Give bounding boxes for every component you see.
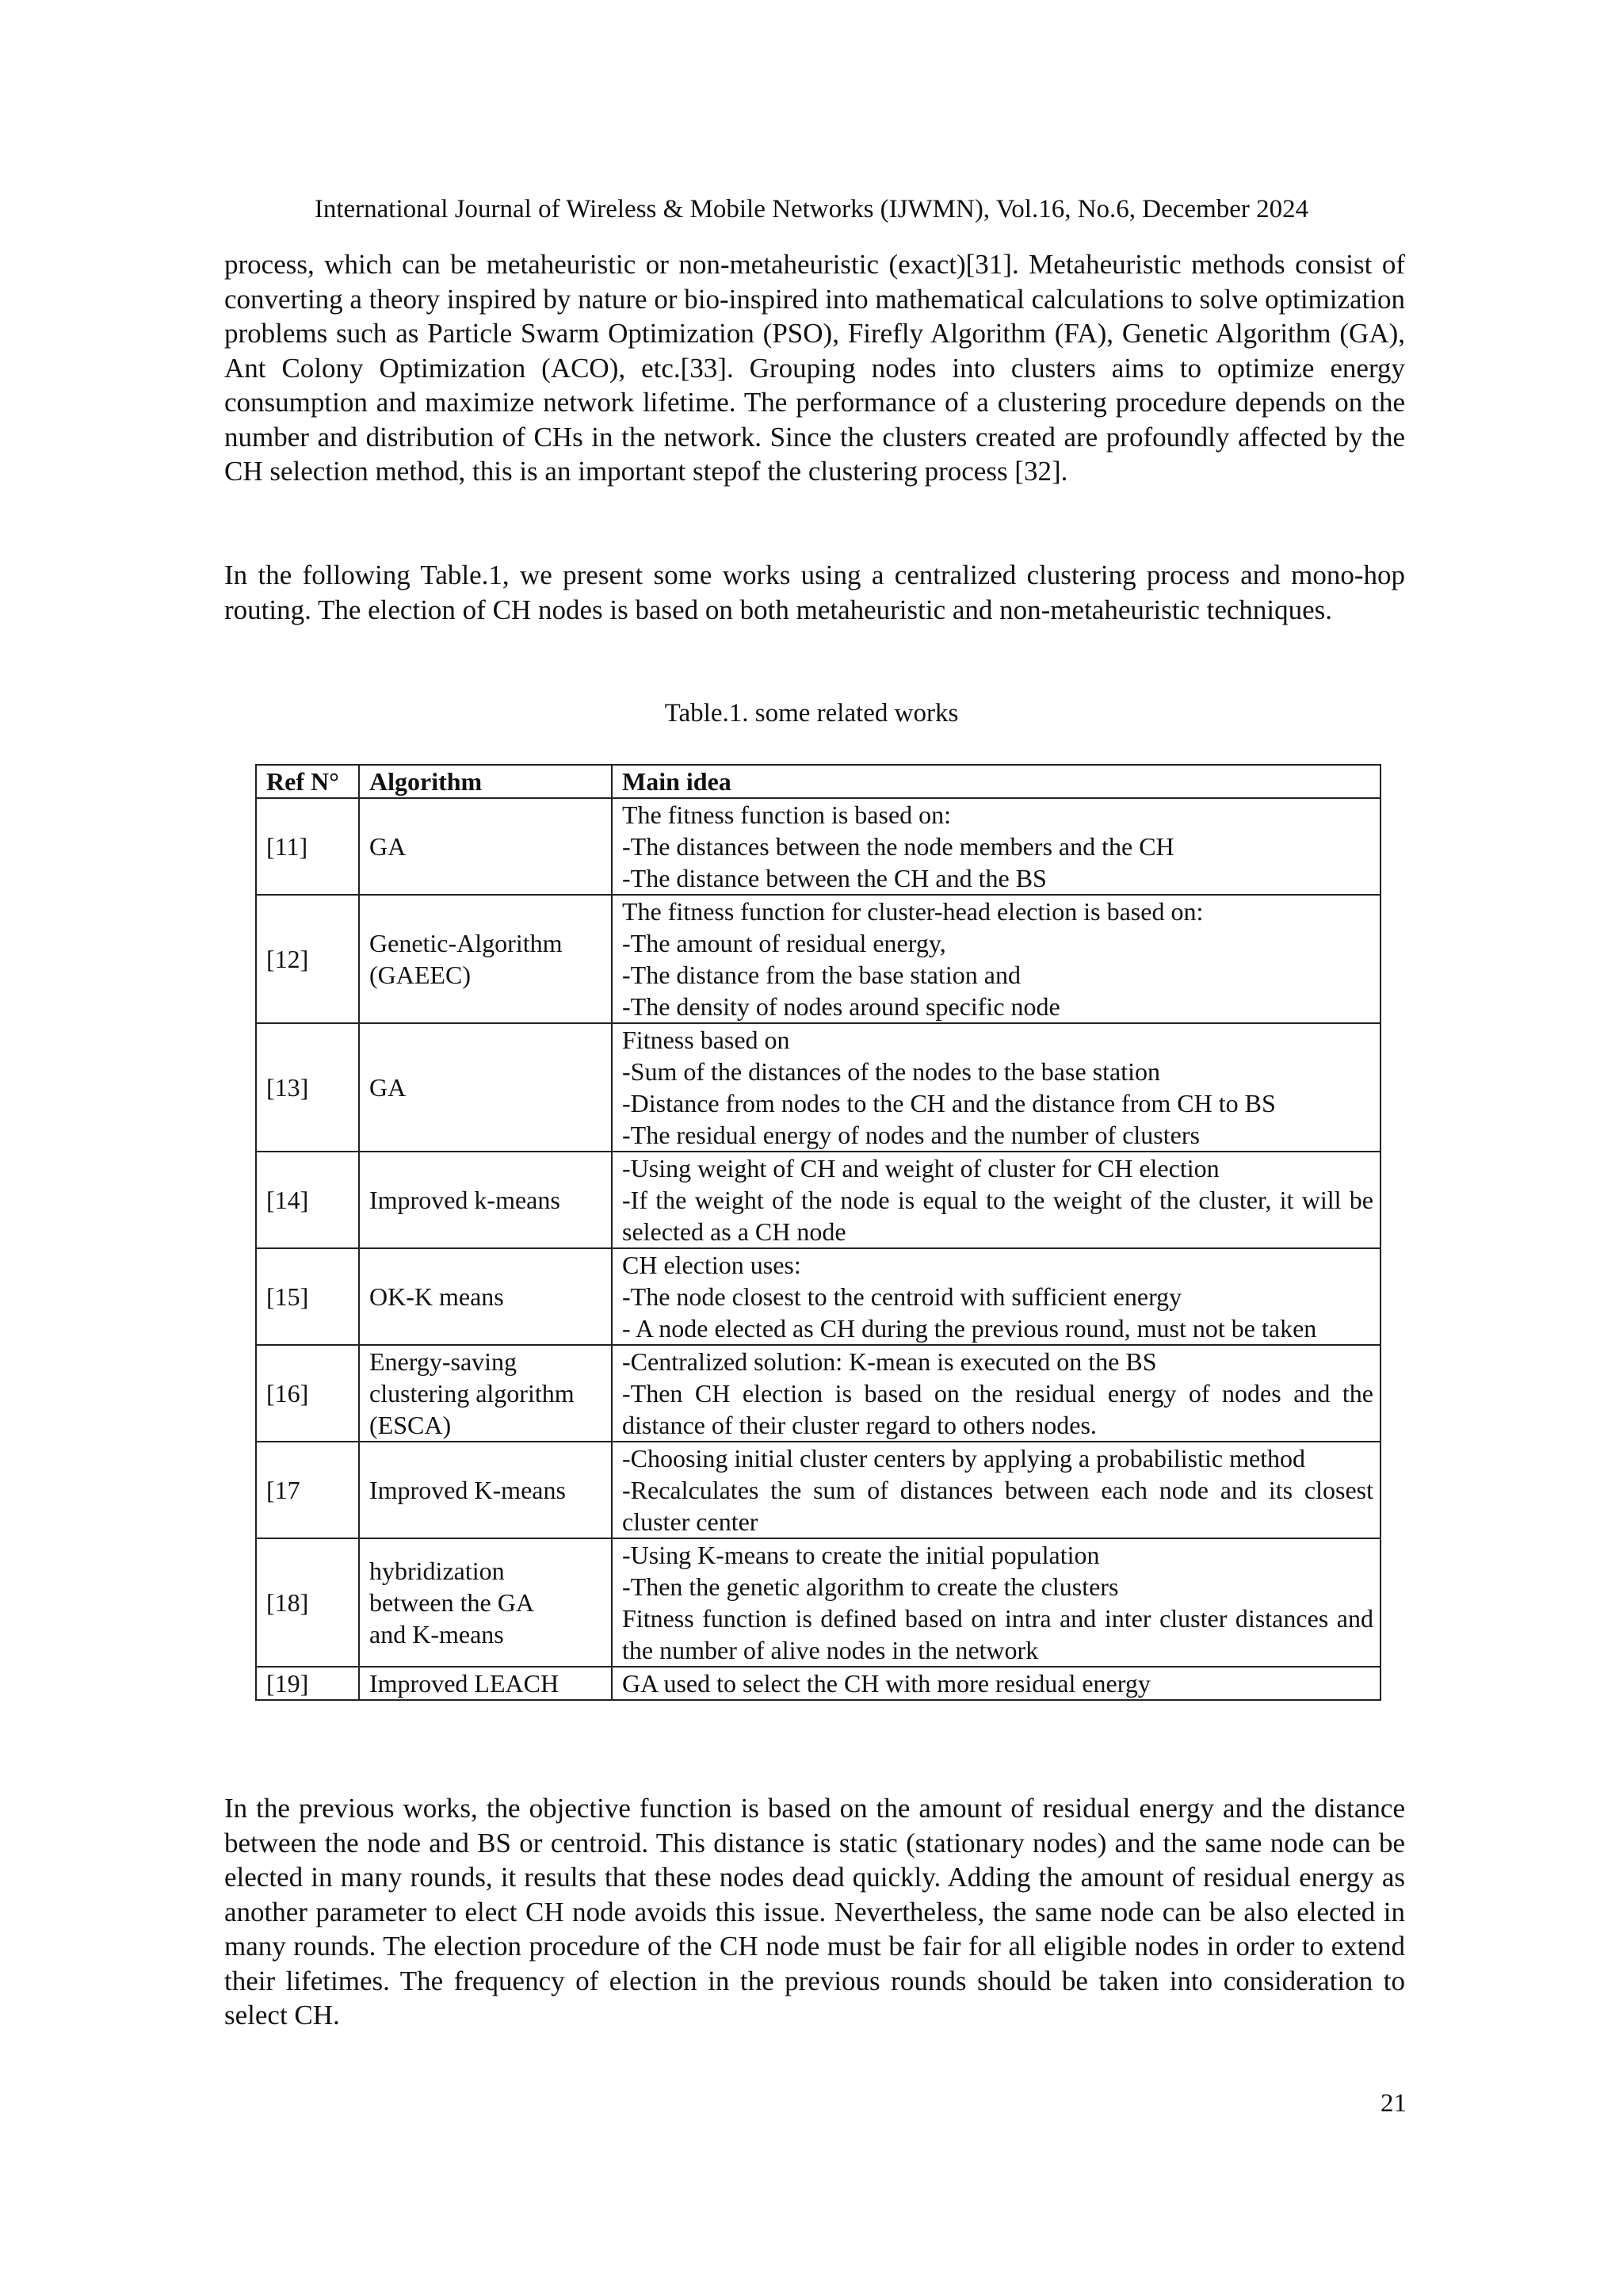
cell-ref: [17 — [256, 1442, 359, 1538]
table-body — [256, 798, 1381, 1700]
idea-line: -The distance between the CH and the BS — [622, 864, 1047, 892]
cell-ref: [14] — [256, 1152, 359, 1248]
idea-line: -If the weight of the node is equal to the weight of the cluster, it will be selected as a CH node — [622, 1186, 1373, 1246]
table-row — [256, 895, 1381, 1023]
table-header-row — [256, 765, 1381, 798]
cell-algorithm — [359, 1152, 612, 1248]
cell-algorithm — [359, 798, 612, 895]
related-works-table — [255, 764, 1381, 1701]
algorithm-line: (ESCA) — [369, 1411, 452, 1439]
cell-main-idea — [612, 1667, 1381, 1700]
idea-line: -Centralized solution: K-mean is executed on the BS — [622, 1347, 1157, 1376]
algorithm-line: GA — [369, 1073, 407, 1102]
idea-line: The fitness function is based on: — [622, 800, 952, 829]
idea-line: -The density of nodes around specific node — [622, 992, 1060, 1021]
idea-line: CH election uses: — [622, 1251, 801, 1279]
idea-line: -The amount of residual energy, — [622, 929, 946, 957]
cell-algorithm — [359, 1248, 612, 1345]
cell-ref: [19] — [256, 1667, 359, 1700]
paragraph-discussion: In the previous works, the objective function is based on the amount of residual energy and the distance between the node and BS or centroid. This distance is static (stationary nodes) and the same node can be elected in many rounds, it results that these nodes dead quickly. Adding the amount of residual energy as another parameter to elect CH node avoids this issue. Nevertheless, the same node can be also elected in many rounds. The election procedure of the CH node must be fair for all eligible nodes in order to extend their lifetimes. The frequency of election in the previous rounds should be taken into consideration to select CH. — [224, 1793, 1405, 2030]
algorithm-line: Improved LEACH — [369, 1669, 559, 1698]
idea-line: Fitness function is defined based on intra and inter cluster distances and the number of alive nodes in the network — [622, 1604, 1373, 1664]
idea-line: -The residual energy of nodes and the number of clusters — [622, 1121, 1200, 1149]
cell-main-idea — [612, 895, 1381, 1023]
cell-main-idea — [612, 798, 1381, 895]
idea-line: -Using K-means to create the initial population — [622, 1541, 1100, 1569]
algorithm-line: hybridization — [369, 1557, 505, 1585]
cell-main-idea — [612, 1442, 1381, 1538]
idea-line: -Choosing initial cluster centers by applying a probabilistic method — [622, 1444, 1306, 1473]
journal-header: International Journal of Wireless & Mobile Networks (IJWMN), Vol.16, No.6, December 2024 — [314, 195, 1309, 223]
cell-algorithm — [359, 1538, 612, 1667]
idea-line: -The distance from the base station and — [622, 961, 1021, 989]
algorithm-line: Improved K-means — [369, 1476, 566, 1504]
table-row — [256, 798, 1381, 895]
table-row — [256, 1538, 1381, 1667]
paragraph-intro: process, which can be metaheuristic or non-metaheuristic (exact)[31]. Metaheuristic methods consist of converting a theory inspired by nature or bio-inspired into mathematical calculations to solve optimization problems such as Particle Swarm Optimization (PSO), Firefly Algorithm (FA), Genetic Algorithm (GA), Ant Colony Optimization (ACO), etc.[33]. Grouping nodes into clusters aims to optimize energy consumption and maximize network lifetime. The performance of a clustering procedure depends on the number and distribution of CHs in the network. Since the clusters created are profoundly affected by the CH selection method, this is an important stepof the clustering process [32]. — [224, 249, 1406, 487]
idea-line: -The node closest to the centroid with sufficient energy — [622, 1282, 1182, 1311]
table-row — [256, 1345, 1381, 1442]
paragraph-table-intro: In the following Table.1, we present some works using a centralized clustering process and mono-hop routing. The election of CH nodes is based on both metaheuristic and non-metaheuristic techniques. — [224, 560, 1405, 625]
idea-line: -Recalculates the sum of distances between each node and its closest cluster center — [622, 1476, 1373, 1536]
cell-main-idea — [612, 1248, 1381, 1345]
table-row — [256, 1152, 1381, 1248]
cell-ref: [12] — [256, 895, 359, 1023]
table-row — [256, 1442, 1381, 1538]
cell-algorithm — [359, 895, 612, 1023]
cell-main-idea — [612, 1023, 1381, 1152]
cell-ref: [13] — [256, 1023, 359, 1152]
cell-main-idea — [612, 1152, 1381, 1248]
algorithm-line: Genetic-Algorithm — [369, 929, 563, 957]
algorithm-line: and K-means — [369, 1620, 504, 1648]
cell-ref: [16] — [256, 1345, 359, 1442]
idea-line: Fitness based on — [622, 1026, 790, 1054]
algorithm-line: Energy-saving — [369, 1347, 517, 1376]
idea-line: -Distance from nodes to the CH and the distance from CH to BS — [622, 1089, 1276, 1117]
cell-ref: [11] — [256, 798, 359, 895]
algorithm-line: Improved k-means — [369, 1186, 560, 1214]
cell-algorithm — [359, 1345, 612, 1442]
table-caption: Table.1. some related works — [664, 699, 959, 728]
algorithm-line: GA — [369, 832, 407, 861]
header-ref: Ref N° — [256, 765, 359, 798]
idea-line: The fitness function for cluster-head election is based on: — [622, 897, 1204, 926]
table-row — [256, 1248, 1381, 1345]
cell-main-idea — [612, 1345, 1381, 1442]
cell-main-idea — [612, 1538, 1381, 1667]
idea-line: GA used to select the CH with more residual energy — [622, 1669, 1151, 1698]
algorithm-line: clustering algorithm — [369, 1379, 575, 1408]
cell-algorithm — [359, 1023, 612, 1152]
cell-ref: [15] — [256, 1248, 359, 1345]
table-row — [256, 1023, 1381, 1152]
algorithm-line: (GAEEC) — [369, 961, 471, 989]
page-number: 21 — [1381, 2089, 1407, 2118]
idea-line: -Then the genetic algorithm to create the clusters — [622, 1572, 1119, 1601]
cell-ref: [18] — [256, 1538, 359, 1667]
cell-algorithm — [359, 1667, 612, 1700]
algorithm-line: OK-K means — [369, 1282, 504, 1311]
idea-line: -The distances between the node members and the CH — [622, 832, 1174, 861]
header-algorithm: Algorithm — [359, 765, 612, 798]
cell-algorithm — [359, 1442, 612, 1538]
table-row — [256, 1667, 1381, 1700]
idea-line: -Using weight of CH and weight of cluster for CH election — [622, 1154, 1220, 1182]
header-main-idea: Main idea — [612, 765, 1381, 798]
idea-line: - A node elected as CH during the previous round, must not be taken — [622, 1314, 1317, 1343]
idea-line: -Then CH election is based on the residual energy of nodes and the distance of their cluster regard to others nodes. — [622, 1379, 1373, 1439]
algorithm-line: between the GA — [369, 1588, 534, 1617]
idea-line: -Sum of the distances of the nodes to the base station — [622, 1057, 1160, 1086]
